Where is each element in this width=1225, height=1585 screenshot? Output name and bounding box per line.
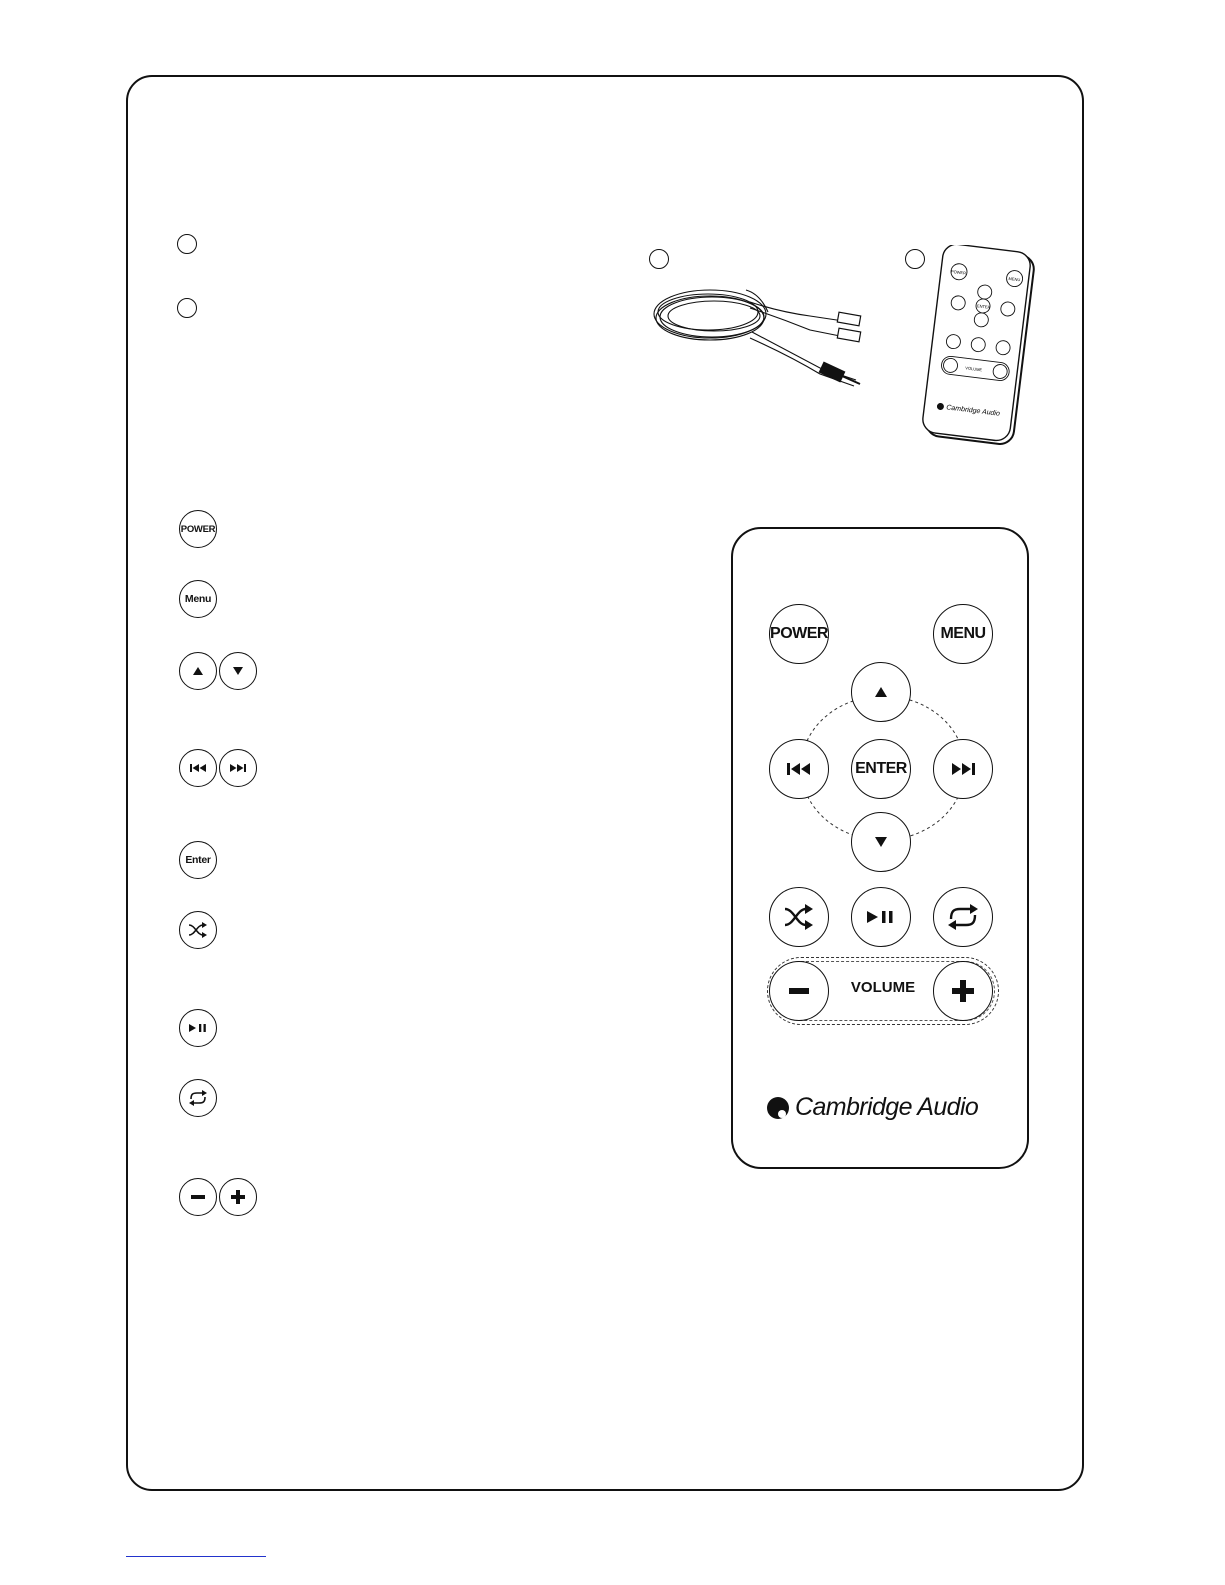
brand-name: Cambridge Audio [795, 1093, 979, 1121]
small-remote-power-label: POWER [950, 268, 967, 276]
skip-back-icon [189, 763, 207, 773]
legend-enter-button [179, 841, 217, 879]
remote-previous-button [769, 739, 829, 799]
small-remote-illustration [922, 245, 1040, 450]
small-remote-menu-label: MENU [1008, 275, 1021, 283]
remote-menu-button [933, 604, 993, 664]
legend-repeat-button [179, 1079, 217, 1117]
repeat-icon [187, 1089, 209, 1107]
remote-repeat-button [933, 887, 993, 947]
small-remote-volume-label: VOLUME [965, 365, 983, 373]
small-remote-enter-label: ENTER [976, 303, 991, 310]
repeat-icon [946, 903, 980, 931]
remote-down-button [851, 812, 911, 872]
play-pause-icon [866, 910, 896, 924]
remote-volume-down-button [769, 961, 829, 1021]
down-arrow-icon [874, 836, 888, 848]
skip-forward-icon [229, 763, 247, 773]
remote-play-pause-button [851, 887, 911, 947]
play-pause-icon [188, 1023, 208, 1033]
remote-next-button [933, 739, 993, 799]
legend-menu-label: Menu [184, 593, 212, 605]
footer-link-underline [126, 1556, 266, 1557]
remote-menu-label: MENU [940, 625, 986, 642]
skip-forward-icon [950, 762, 976, 776]
down-arrow-icon [232, 666, 244, 676]
legend-volume-up-button [219, 1178, 257, 1216]
plus-icon [231, 1190, 245, 1204]
legend-enter-label: Enter [185, 854, 211, 866]
item-number-circle-1 [177, 234, 197, 254]
legend-down-button [219, 652, 257, 690]
up-arrow-icon [192, 666, 204, 676]
skip-back-icon [786, 762, 812, 776]
legend-shuffle-button [179, 911, 217, 949]
brand-mark-icon [767, 1097, 789, 1119]
legend-play-pause-button [179, 1009, 217, 1047]
legend-power-label: POWER [180, 523, 216, 535]
remote-power-label: POWER [770, 625, 828, 642]
remote-up-button [851, 662, 911, 722]
remote-volume-up-button [933, 961, 993, 1021]
remote-enter-label: ENTER [855, 760, 907, 777]
up-arrow-icon [874, 686, 888, 698]
item-number-circle-3 [649, 249, 669, 269]
legend-up-button [179, 652, 217, 690]
shuffle-icon [187, 921, 209, 939]
remote-enter-button [851, 739, 911, 799]
remote-shuffle-button [769, 887, 829, 947]
remote-power-button [769, 604, 829, 664]
item-number-circle-2 [177, 298, 197, 318]
small-remote-brand: Cambridge Audio [945, 404, 1001, 418]
legend-previous-button [179, 749, 217, 787]
plus-icon [952, 980, 974, 1002]
remote-control-diagram [731, 527, 1029, 1169]
audio-cable-illustration [650, 272, 870, 392]
remote-volume-label: VOLUME [850, 979, 916, 996]
legend-power-button [179, 510, 217, 548]
minus-icon [789, 988, 809, 994]
shuffle-icon [782, 903, 816, 931]
legend-next-button [219, 749, 257, 787]
brand-logo [767, 1093, 1007, 1122]
legend-volume-down-button [179, 1178, 217, 1216]
legend-menu-button [179, 580, 217, 618]
minus-icon [191, 1195, 205, 1199]
